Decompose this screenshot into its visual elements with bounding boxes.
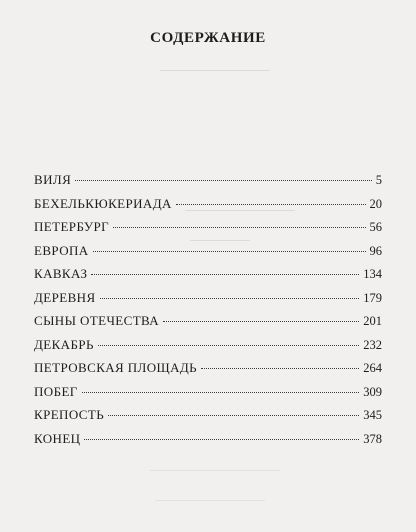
toc-entry-title: КАВКАЗ <box>34 266 88 281</box>
toc-entry-page: 201 <box>363 314 382 328</box>
toc-entry-title: КОНЕЦ <box>34 430 81 446</box>
dot-leader <box>93 251 366 252</box>
toc-entry-page: 264 <box>363 361 382 375</box>
dot-leader <box>201 368 359 369</box>
toc-entry-title: ДЕРЕВНЯ <box>34 289 96 305</box>
dot-leader <box>98 345 359 346</box>
toc-entry-page: 179 <box>363 290 382 305</box>
dot-leader <box>176 204 366 205</box>
toc-entry-page: 378 <box>363 431 382 446</box>
toc-entry-title: ВИЛЯ <box>34 172 72 187</box>
toc-entry-title: КРЕПОСТЬ <box>34 407 105 422</box>
toc-entry <box>34 196 382 220</box>
dot-leader <box>100 298 360 299</box>
toc-entry-page: 309 <box>363 384 382 399</box>
toc-entry <box>34 290 382 314</box>
toc-entry <box>34 243 382 267</box>
bleed-through-decoration <box>155 500 265 507</box>
page-title: СОДЕРЖАНИЕ <box>150 30 266 46</box>
toc-entry-page: 345 <box>363 408 382 422</box>
toc-entry-page: 56 <box>369 220 382 234</box>
bleed-through-decoration <box>150 470 280 477</box>
dot-leader <box>163 321 359 322</box>
toc-entry-title: ПОБЕГ <box>34 383 78 399</box>
toc-entry-page: 96 <box>369 243 382 258</box>
toc-entry-title: ПЕТЕРБУРГ <box>34 219 109 234</box>
dot-leader <box>82 392 360 393</box>
toc-entry <box>34 407 382 431</box>
toc-entry-page: 5 <box>375 173 382 187</box>
toc-entry-title: ДЕКАБРЬ <box>34 336 94 352</box>
dot-leader <box>75 180 372 181</box>
toc-entry <box>34 384 382 408</box>
toc-entry-page: 232 <box>363 337 382 352</box>
toc-entry <box>34 172 382 196</box>
toc-entry-page: 20 <box>369 196 382 211</box>
dot-leader <box>91 274 359 275</box>
toc-entry <box>34 431 382 455</box>
dot-leader <box>108 415 359 416</box>
toc-entry <box>34 266 382 290</box>
bleed-through-decoration <box>160 70 270 77</box>
toc-entry <box>34 219 382 243</box>
toc-entry <box>34 337 382 361</box>
toc-entry-title: СЫНЫ ОТЕЧЕСТВА <box>34 313 160 328</box>
toc-entry <box>34 360 382 384</box>
toc-entry-title: ПЕТРОВСКАЯ ПЛОЩАДЬ <box>34 360 197 375</box>
dot-leader <box>84 439 359 440</box>
toc-entry-page: 134 <box>363 267 382 281</box>
toc-entry-title: ЕВРОПА <box>34 242 89 258</box>
dot-leader <box>113 227 366 228</box>
toc-entry <box>34 313 382 337</box>
table-of-contents <box>34 172 382 454</box>
toc-entry-title: БЕХЕЛЬКЮКЕРИАДА <box>34 195 172 211</box>
